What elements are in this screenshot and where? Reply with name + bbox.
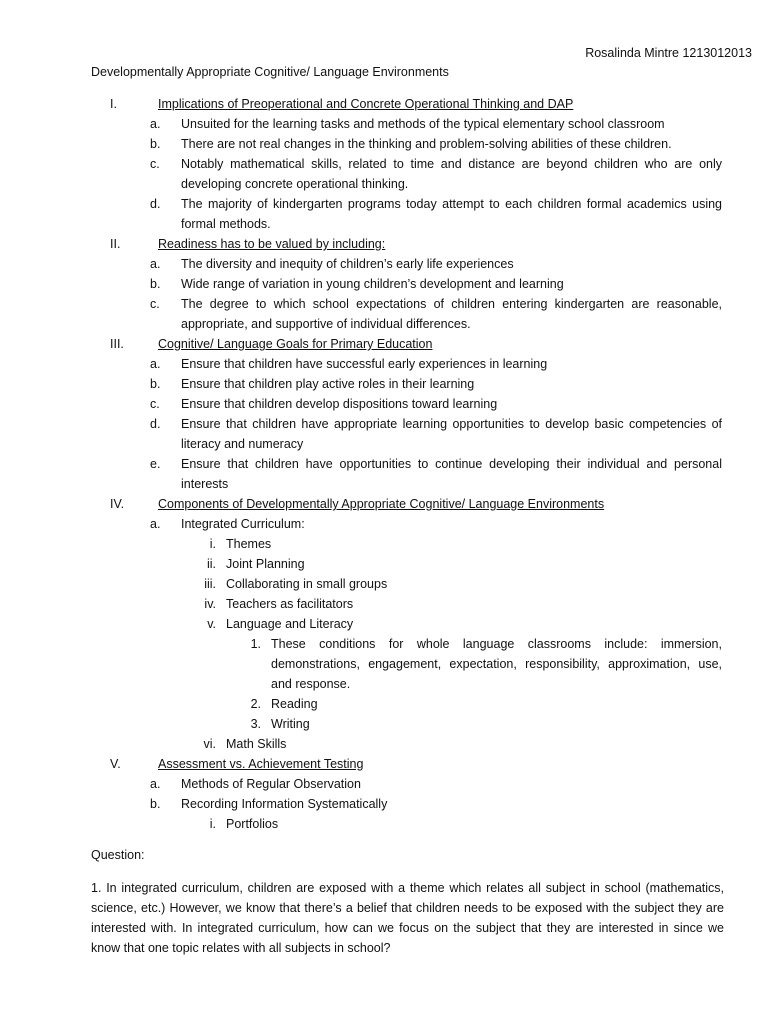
item-text: The majority of kindergarten programs today attempt to each children formal academics using formal methods. [181, 197, 722, 231]
list-item [0, 254, 768, 274]
numbered-item-text: Writing [271, 717, 310, 731]
list-item [0, 134, 768, 154]
sub-item-text: Joint Planning [226, 557, 305, 571]
section-heading: Implications of Preoperational and Concrete Operational Thinking and DAP [158, 97, 574, 111]
section-heading-row [0, 94, 768, 114]
item-text: Ensure that children develop dispositions toward learning [181, 397, 498, 411]
sub-list-item [0, 814, 768, 834]
sub-item-text: Language and Literacy [226, 617, 354, 631]
list-item [0, 374, 768, 394]
section-heading: Cognitive/ Language Goals for Primary Education [158, 337, 433, 351]
list-item [0, 154, 768, 194]
item-text: Integrated Curriculum: [181, 517, 305, 531]
item-text: Unsuited for the learning tasks and methods of the typical elementary school classroom [181, 117, 665, 131]
item-text: Ensure that children play active roles in their learning [181, 377, 475, 391]
list-item [0, 454, 768, 494]
list-item [0, 414, 768, 454]
item-letter: b. [150, 377, 161, 391]
item-letter: b. [150, 797, 161, 811]
section-5 [0, 754, 768, 834]
item-text: There are not real changes in the thinking and problem-solving abilities of these children. [181, 137, 672, 151]
sub-list-item [0, 614, 768, 634]
item-text: Ensure that children have opportunities to continue developing their individual and personal interests [181, 457, 722, 491]
item-text: Recording Information Systematically [181, 797, 388, 811]
item-text: Ensure that children have appropriate learning opportunities to develop basic competencies of literacy and numeracy [181, 417, 722, 451]
item-letter: b. [150, 277, 161, 291]
sub-item-number: ii. [206, 557, 216, 571]
section-heading: Assessment vs. Achievement Testing [158, 757, 364, 771]
section-number: III. [110, 337, 124, 351]
sub-list-item [0, 554, 768, 574]
list-item [0, 394, 768, 414]
question-label: Question: [91, 848, 145, 862]
sub-item-number: i. [209, 817, 216, 831]
sub-list-item [0, 574, 768, 594]
numbered-item-number: 1. [250, 637, 261, 651]
item-letter: a. [150, 517, 161, 531]
section-number: V. [110, 757, 121, 771]
section-3 [0, 334, 768, 494]
sub-item-number: i. [209, 537, 216, 551]
section-heading-row [0, 234, 768, 254]
list-item [0, 274, 768, 294]
numbered-item-text: These conditions for whole language classrooms include: immersion, demonstrations, engagement, expectation, responsibility, approximation, use, and response. [271, 637, 722, 691]
item-letter: c. [150, 157, 160, 171]
numbered-item-text: Reading [271, 697, 318, 711]
numbered-item-number: 3. [250, 717, 261, 731]
sub-item-number: v. [207, 617, 216, 631]
numbered-item-number: 2. [250, 697, 261, 711]
section-number: IV. [110, 497, 125, 511]
sub-item-number: vi. [203, 737, 216, 751]
item-letter: a. [150, 777, 161, 791]
question-text: 1. In integrated curriculum, children are exposed with a theme which relates all subject in school (mathematics, science, etc.) However, we know that there’s a belief that children needs to be exposed with the subject they are interested with. In integrated curriculum, how can we focus on the subject that they are interested in since we know that one topic relates with all subjects in school? [91, 881, 724, 955]
sub-list-item [0, 534, 768, 554]
numbered-item [0, 694, 768, 714]
item-text: The diversity and inequity of children’s early life experiences [181, 257, 514, 271]
list-item [0, 514, 768, 534]
list-item [0, 774, 768, 794]
section-number: I. [110, 97, 117, 111]
sub-item-text: Themes [226, 537, 272, 551]
item-text: Wide range of variation in young children’s development and learning [181, 277, 564, 291]
item-letter: a. [150, 117, 161, 131]
list-item [0, 354, 768, 374]
outline [0, 94, 768, 834]
list-item [0, 114, 768, 134]
item-text: The degree to which school expectations of children entering kindergarten are reasonable, appropriate, and supportive of individual differences. [181, 297, 722, 331]
sub-item-text: Math Skills [226, 737, 287, 751]
item-letter: c. [150, 297, 160, 311]
section-heading: Readiness has to be valued by including: [158, 237, 386, 251]
section-heading-row [0, 334, 768, 354]
item-text: Ensure that children have successful early experiences in learning [181, 357, 548, 371]
section-1 [0, 94, 768, 234]
item-letter: a. [150, 257, 161, 271]
item-letter: d. [150, 197, 161, 211]
section-2 [0, 234, 768, 334]
sub-item-number: iii. [204, 577, 216, 591]
sub-item-text: Teachers as facilitators [226, 597, 354, 611]
item-letter: a. [150, 357, 161, 371]
document-title: Developmentally Appropriate Cognitive/ Language Environments [91, 65, 449, 79]
section-number: II. [110, 237, 121, 251]
list-item [0, 794, 768, 814]
item-letter: b. [150, 137, 161, 151]
list-item [0, 294, 768, 334]
sub-list-item [0, 734, 768, 754]
sub-item-text: Portfolios [226, 817, 279, 831]
item-letter: d. [150, 417, 161, 431]
section-heading-row [0, 754, 768, 774]
sub-item-text: Collaborating in small groups [226, 577, 388, 591]
numbered-item [0, 634, 768, 694]
numbered-item [0, 714, 768, 734]
section-heading: Components of Developmentally Appropriate Cognitive/ Language Environments [158, 497, 605, 511]
item-text: Notably mathematical skills, related to time and distance are beyond children who are only developing concrete operational thinking. [181, 157, 722, 191]
section-heading-row [0, 494, 768, 514]
sub-list-item [0, 594, 768, 614]
item-text: Methods of Regular Observation [181, 777, 361, 791]
section-4 [0, 494, 768, 754]
item-letter: c. [150, 397, 160, 411]
author-line: Rosalinda Mintre 1213012013 [585, 46, 752, 60]
sub-item-number: iv. [204, 597, 216, 611]
list-item [0, 194, 768, 234]
item-letter: e. [150, 457, 161, 471]
